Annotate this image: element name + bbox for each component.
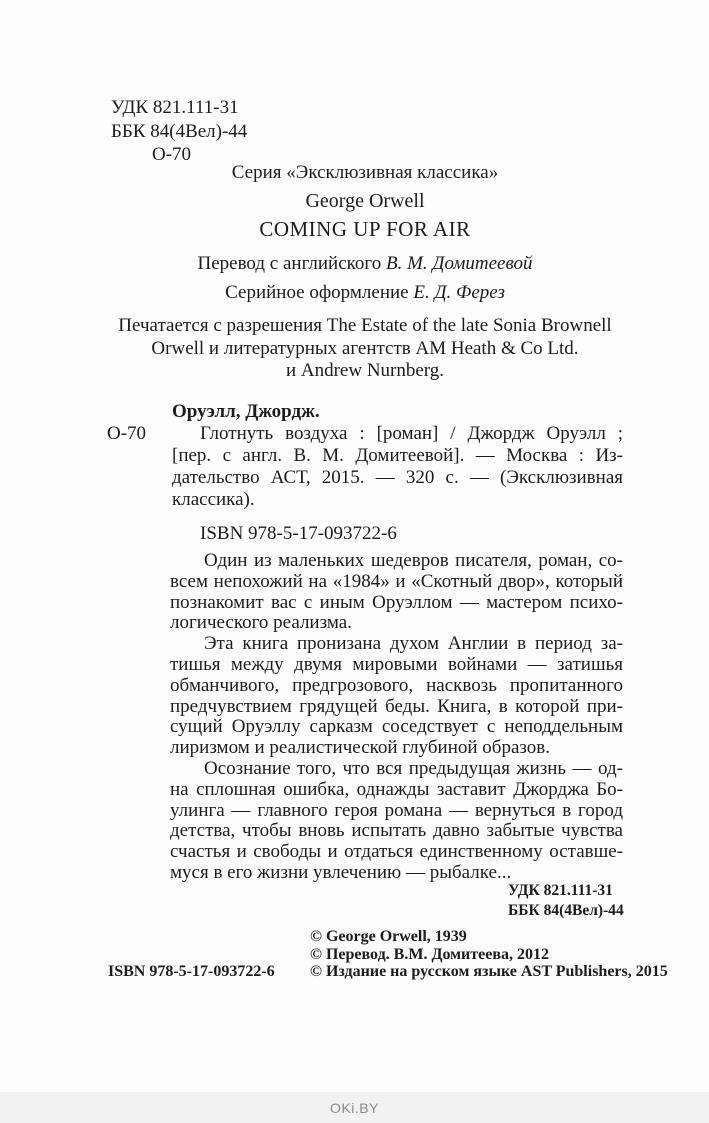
translation-credit <box>107 249 623 278</box>
watermark-text: OKi.BY <box>330 1099 379 1116</box>
permission-line: Orwell и литературных агентств AM Heath & Co Ltd. <box>151 337 579 359</box>
catalog-card-line: Глотнуть воздуха : [роман] / Джордж Оруэлл ; <box>200 423 623 444</box>
annotation-line: обманчивого, предгрозового, насквозь пропитанного <box>170 674 623 696</box>
annotation-line: тишья между двумя мировыми войнами — затишья <box>170 653 623 675</box>
credits-block <box>107 249 623 307</box>
annotation-block <box>170 551 623 884</box>
series-title-block <box>107 159 623 244</box>
annotation-line: Один из маленьких шедевров писателя, роман, со- <box>204 550 623 571</box>
catalog-card-line: дательство АСТ, 2015. — 320 с. — (Эксклюзивная <box>172 467 623 488</box>
annotation-line: познакомит вас с иным Оруэллом — мастером психо- <box>170 591 623 613</box>
isbn-bottom: ISBN 978-5-17-093722-6 <box>108 963 275 980</box>
permission-notice <box>107 315 623 383</box>
book-title-en: COMING UP FOR AIR <box>259 217 471 241</box>
annotation-line: детства, чтобы вновь испытать давно забытые чувства <box>170 820 623 842</box>
bottom-bbk-code: ББК 84(4Вел)-44 <box>508 901 624 919</box>
annotation-line: Эта книга пронизана духом Англии в период за- <box>204 633 623 655</box>
catalog-author-heading: Оруэлл, Джордж. <box>172 401 320 422</box>
catalog-card-line: классика). <box>172 489 255 510</box>
top-catalog-codes <box>111 96 247 167</box>
translation-label: Перевод с английского <box>197 253 382 274</box>
bbk-code: ББК 84(4Вел)-44 <box>111 120 248 142</box>
permission-line: и Andrew Nurnberg. <box>285 360 445 381</box>
annotation-line: всем непохожий на «1984» и «Скотный двор», который <box>170 570 623 592</box>
permission-line: Печатается с разрешения The Estate of the late Sonia Brownell <box>118 315 612 336</box>
udk-code: УДК 821.111-31 <box>111 97 239 118</box>
copyright-block <box>310 928 668 981</box>
designer-name: Е. Д. Ферез <box>413 282 505 303</box>
bottom-udk-code: УДК 821.111-31 <box>508 882 613 899</box>
annotation-line: логического реализма. <box>170 612 352 634</box>
annotation-line: муся в его жизни увлечению — рыбалке... <box>170 861 512 883</box>
footer-band <box>0 1092 709 1123</box>
design-label: Серийное оформление <box>225 282 409 303</box>
annotation-line: лиризмом и реалистической глубиной образов. <box>170 737 550 759</box>
series-name: Серия «Эксклюзивная классика» <box>231 162 499 183</box>
annotation-line: улинга — главного героя романа — вернуться в город <box>170 799 623 821</box>
author-mark-code: О-70 <box>152 144 192 165</box>
copyright-line: © Перевод. В.М. Домитеева, 2012 <box>310 945 549 963</box>
catalog-card-line: [пер. с англ. В. М. Домитеевой]. — Москва : Из- <box>172 445 623 466</box>
annotation-line: Осознание того, что вся предыдущая жизнь — од- <box>204 757 623 779</box>
bottom-catalog-codes <box>508 881 624 920</box>
translator-name: В. М. Домитеевой <box>385 253 533 274</box>
annotation-line: предчувствием грядущей беды. Книга, в которой при- <box>170 695 623 717</box>
catalog-isbn: ISBN 978-5-17-093722-6 <box>200 523 397 544</box>
author-name-en: George Orwell <box>305 190 425 212</box>
copyright-line: © Издание на русском языке AST Publishers, 2015 <box>310 963 668 980</box>
copyright-line: © George Orwell, 1939 <box>310 928 467 945</box>
annotation-line: сущий Оруэллу сарказм соседствует с неподдельным <box>170 716 623 738</box>
annotation-line: счастья и свободы и отдаться единственному оставше- <box>170 841 623 863</box>
catalog-card <box>172 401 623 545</box>
catalog-card-code: О-70 <box>107 423 147 444</box>
design-credit <box>107 278 623 307</box>
annotation-line: на сплошная ошибка, однажды заставит Джорджа Бо- <box>170 778 623 800</box>
